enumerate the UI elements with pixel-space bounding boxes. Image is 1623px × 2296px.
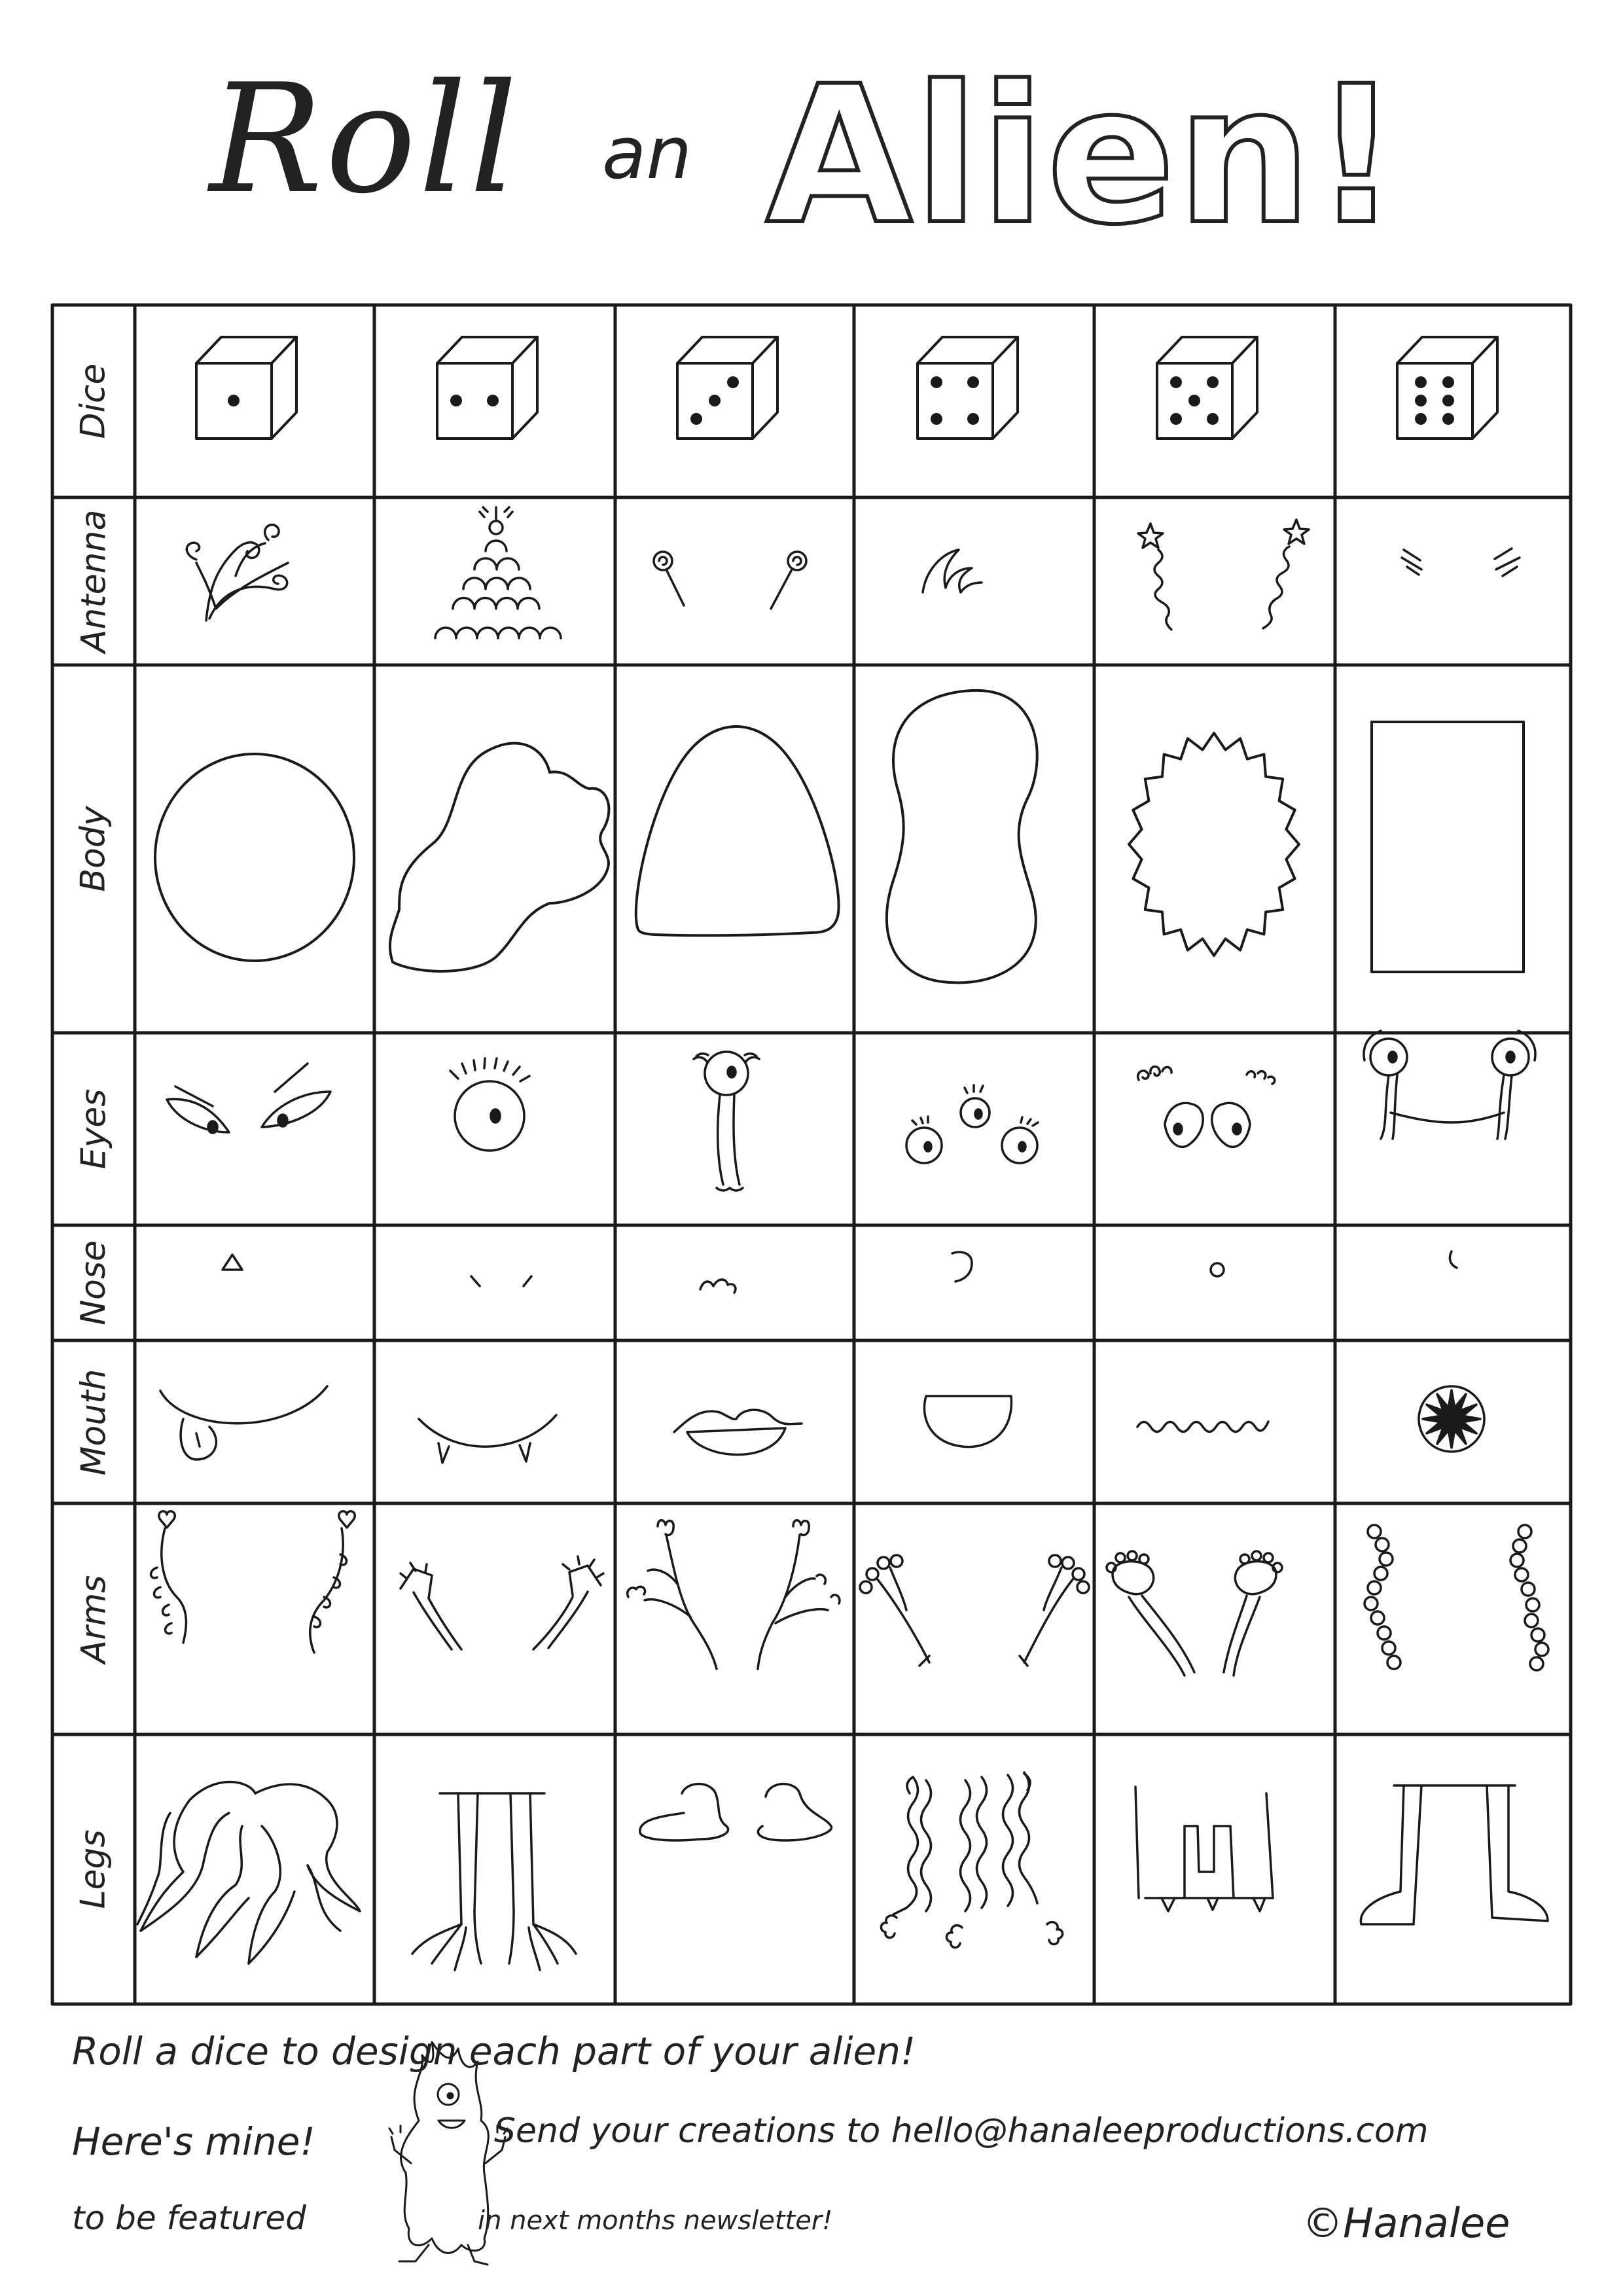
row-label-mouth xyxy=(52,1340,135,1503)
die-pip xyxy=(1415,376,1427,388)
row-label-nose xyxy=(52,1225,135,1340)
die-2-icon xyxy=(437,337,537,439)
footer-send-creations: Send your creations to hello@hanaleeproductions.com xyxy=(494,2111,1429,2151)
row-label-text: Mouth xyxy=(74,1369,114,1475)
bead xyxy=(1378,1626,1391,1640)
die-pip xyxy=(1442,376,1454,388)
eyes-cyclops-icon xyxy=(450,1058,529,1151)
die-pip xyxy=(1170,376,1182,388)
die-pip xyxy=(1442,413,1454,425)
arms-branch-icon xyxy=(628,1520,840,1669)
die-pip xyxy=(1170,413,1182,425)
legs-boot-icon xyxy=(1361,1785,1548,1924)
row-label-text: Legs xyxy=(74,1829,113,1909)
nose-row xyxy=(223,1251,1457,1293)
eyes-bug-stalks-icon xyxy=(1364,1031,1535,1139)
bead xyxy=(1531,1628,1544,1641)
die-pip xyxy=(727,376,739,388)
bead xyxy=(1382,1641,1395,1655)
bead xyxy=(1522,1583,1535,1596)
bead xyxy=(1387,1656,1400,1669)
body-circle-icon xyxy=(155,754,354,961)
antenna-star-icon xyxy=(1138,520,1309,630)
bead xyxy=(1368,1581,1381,1594)
bead xyxy=(1371,1611,1384,1624)
nose-hook-icon xyxy=(952,1252,972,1282)
legs-blob-feet-icon xyxy=(640,1784,832,1840)
title-an: an xyxy=(602,111,692,195)
footer xyxy=(0,2009,1623,2296)
bead xyxy=(1513,1539,1526,1552)
body-row xyxy=(155,691,1524,983)
legs-squiggle-icon xyxy=(881,1772,1062,1948)
nose-curl-icon xyxy=(1450,1251,1457,1268)
die-pip xyxy=(1207,376,1219,388)
bead xyxy=(1380,1552,1393,1566)
die-pip xyxy=(487,395,499,406)
arms-beads-icon xyxy=(1364,1525,1548,1670)
die-3-icon xyxy=(677,337,777,439)
row-label-text: Nose xyxy=(74,1240,114,1325)
bead xyxy=(1515,1568,1528,1581)
die-1-icon xyxy=(196,337,296,439)
bead xyxy=(1510,1554,1524,1567)
arms-claw-icon xyxy=(401,1556,603,1649)
die-pip xyxy=(1442,395,1454,406)
mouth-half-circle-icon xyxy=(924,1396,1011,1447)
row-label-legs xyxy=(52,1734,135,2004)
body-rectangle-icon xyxy=(1372,722,1524,972)
die-pip xyxy=(967,413,979,425)
die-5-icon xyxy=(1157,337,1257,439)
die-pip xyxy=(1188,395,1200,406)
eyes-stalk-icon xyxy=(694,1052,759,1191)
bead xyxy=(1518,1525,1531,1538)
arms-paw-icon xyxy=(1107,1551,1282,1676)
bead xyxy=(1376,1538,1389,1551)
row-label-text: Body xyxy=(74,806,113,892)
row-label-text: Arms xyxy=(74,1575,114,1663)
eyes-triple-icon xyxy=(906,1085,1038,1163)
row-label-dice xyxy=(52,305,135,497)
die-pip xyxy=(967,376,979,388)
nose-wavy-icon xyxy=(700,1280,736,1293)
row-label-arms xyxy=(52,1503,135,1734)
title-roll: Roll xyxy=(209,52,520,227)
body-spiky-icon xyxy=(1129,733,1299,956)
row-label-text: Dice xyxy=(73,363,113,439)
die-pip xyxy=(1415,413,1427,425)
footer-heres-mine: Here's mine! xyxy=(72,2119,315,2164)
footer-to-be-featured: to be featured xyxy=(72,2199,306,2237)
legs-tentacle-icon xyxy=(137,1782,360,1964)
eyes-row xyxy=(167,1031,1535,1191)
die-pip xyxy=(228,395,240,406)
mouth-fangs-icon xyxy=(419,1415,556,1463)
antenna-bubble-cone-icon xyxy=(435,507,561,638)
bead xyxy=(1368,1525,1381,1538)
bead xyxy=(1535,1643,1548,1656)
row-label-text: Antenna xyxy=(74,509,114,653)
antenna-lollipop-icon xyxy=(654,552,806,609)
bead xyxy=(1364,1597,1378,1610)
eyes-curly-brow-icon xyxy=(1138,1067,1275,1147)
mouth-wiggle-icon xyxy=(1137,1422,1268,1432)
bead xyxy=(1530,1657,1543,1670)
row-label-antenna xyxy=(52,497,135,665)
footer-signature: ©Hanalee xyxy=(1302,2199,1510,2247)
footer-newsletter: in next months newsletter! xyxy=(478,2206,833,2236)
legs-clawed-icon xyxy=(412,1793,576,1970)
die-4-icon xyxy=(918,337,1018,439)
arms-heart-curl-icon xyxy=(151,1511,355,1653)
nose-triangle-icon xyxy=(223,1255,242,1270)
die-pip xyxy=(709,395,721,406)
die-pip xyxy=(690,413,702,425)
mouth-row xyxy=(160,1386,1484,1463)
table-grid xyxy=(52,305,1571,2004)
dice-row xyxy=(196,337,1497,439)
arms-row xyxy=(151,1511,1548,1676)
mouth-lips-icon xyxy=(674,1410,802,1454)
die-pip xyxy=(1415,395,1427,406)
bead xyxy=(1526,1598,1539,1611)
row-label-body xyxy=(52,665,135,1033)
antenna-fin-icon xyxy=(923,550,982,592)
body-blob-icon xyxy=(390,744,609,971)
footer-instructions: Roll a dice to design each part of your alien! xyxy=(72,2029,916,2073)
title-alien: Alien! xyxy=(766,46,1401,266)
nose-dot-icon xyxy=(1211,1263,1224,1276)
die-pip xyxy=(1207,413,1219,425)
antenna-lines-icon xyxy=(1402,548,1520,576)
arms-bud-icon xyxy=(860,1555,1089,1666)
mouth-teeth-icon xyxy=(1419,1386,1484,1452)
nose-slits-icon xyxy=(471,1276,531,1286)
antenna-swirl-icon xyxy=(187,525,288,620)
die-pip xyxy=(931,413,942,425)
row-label-text: Eyes xyxy=(74,1088,113,1170)
eyes-angry-icon xyxy=(167,1064,330,1133)
bead xyxy=(1374,1567,1387,1580)
body-triangle-icon xyxy=(636,726,839,935)
row-label-eyes xyxy=(52,1033,135,1225)
legs-fanged-icon xyxy=(1135,1787,1273,1911)
die-pip xyxy=(450,395,462,406)
body-peanut-icon xyxy=(887,691,1037,983)
mouth-tongue-icon xyxy=(160,1386,327,1460)
dice-pips xyxy=(228,376,1454,425)
die-pip xyxy=(931,376,942,388)
bead xyxy=(1525,1614,1538,1627)
